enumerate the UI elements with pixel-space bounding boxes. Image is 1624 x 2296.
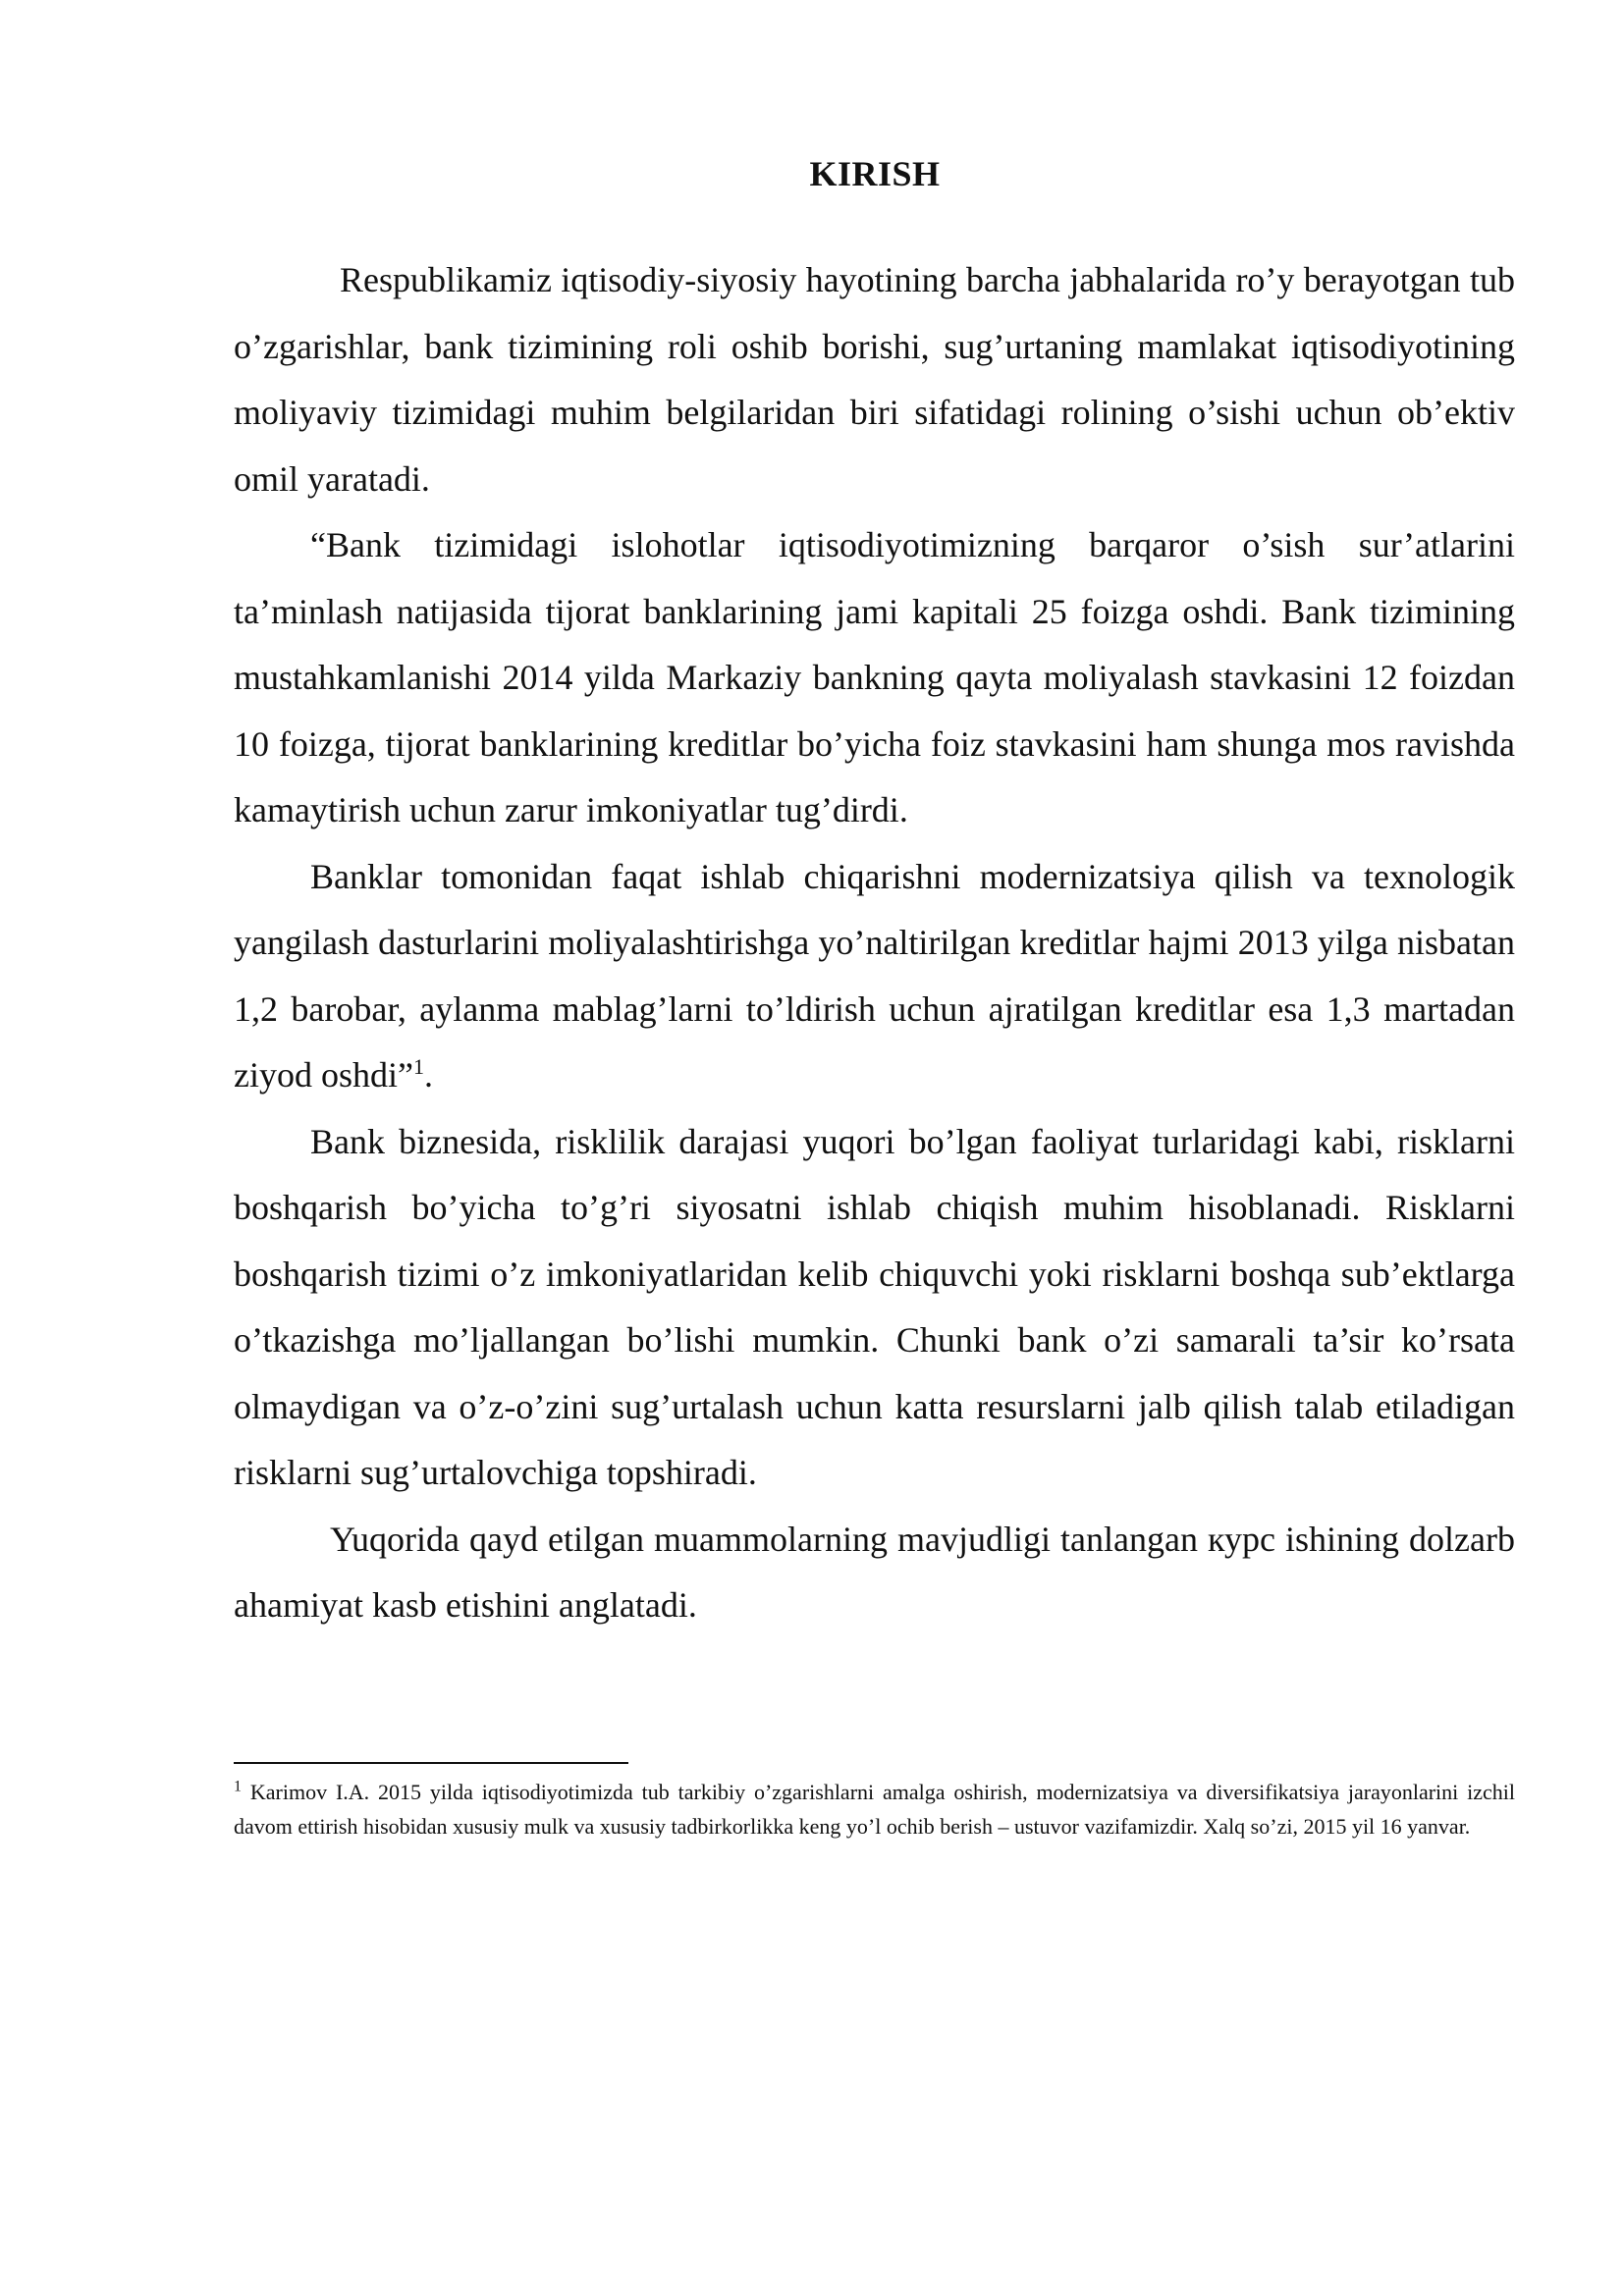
- footnote: [234, 1775, 1515, 1843]
- footnote-text: Karimov I.A. 2015 yilda iqtisodiyotimizda tub tarkibiy o’zgarishlarni amalga oshirish, modernizatsiya va diversifikatsiya jarayonlarini izchil davom ettirish hisobidan xususiy mulk va xususiy tadbirkorlikka keng yo’l ochib berish – ustuvor vazifamizdir. Xalq so’zi, 2015 yil 16 yanvar.: [234, 1780, 1516, 1839]
- page-title: KIRISH: [809, 154, 941, 193]
- paragraph-3: [234, 844, 1515, 1109]
- paragraph-4: Bank biznesida, risklilik darajasi yuqori bo’lgan faoliyat turlaridagi kabi, risklarni boshqarish bo’yicha to’g’ri siyosatni ishlab chiqish muhim hisoblanadi. Risklarni boshqarish tizimi o’z imkoniyatlaridan kelib chiquvchi yoki risklarni boshqa sub’ektlarga o’tkazishga mo’ljallangan bo’lishi mumkin. Chunki bank o’zi samarali ta’sir ko’rsata olmaydigan va o’z-o’zini sug’urtalash uchun katta resurslarni jalb qilish talab etiladigan risklarni sug’urtalovchiga topshiradi.: [234, 1121, 1515, 1492]
- paragraph-1: Respublikamiz iqtisodiy-siyosiy hayotining barcha jabhalarida ro’y berayotgan tub o’zgarishlar, bank tizimining roli oshib borishi, sug’urtaning mamlakat iqtisodiyotining moliyaviy tizimidagi muhim belgilaridan biri sifatidagi rolining o’sishi uchun ob’ektiv omil yaratadi.: [234, 260, 1515, 499]
- paragraph-2: “Bank tizimidagi islohotlar iqtisodiyotimizning barqaror o’sish sur’atlarini ta’minlash natijasida tijorat banklarining jami kapitali 25 foizga oshdi. Bank tizimining mustahkamlanishi 2014 yilda Markaziy bankning qayta moliyalash stavkasini 12 foizdan 10 foizga, tijorat banklarining kreditlar bo’yicha foiz stavkasini ham shunga mos ravishda kamaytirish uchun zarur imkoniyatlar tug’dirdi.: [234, 525, 1515, 829]
- paragraph-5: Yuqorida qayd etilgan muammolarning mavjudligi tanlangan курс ishining dolzarb ahamiyat kasb etishini anglatadi.: [234, 1519, 1515, 1625]
- footnote-separator: [234, 1762, 628, 1764]
- paragraph-3-text: Banklar tomonidan faqat ishlab chiqarishni modernizatsiya qilish va texnologik yangilash dasturlarini moliyalashtirishga yo’naltirilgan kreditlar hajmi 2013 yilga nisbatan 1,2 barobar, aylanma mablag’larni to’ldirish uchun ajratilgan kreditlar esa 1,3 martadan ziyod oshdi”: [234, 856, 1515, 1095]
- paragraph-3-period: .: [423, 1055, 433, 1095]
- footnote-marker: 1: [234, 1778, 242, 1795]
- footnote-reference[interactable]: 1: [412, 1054, 424, 1079]
- body-text: [234, 247, 1515, 1639]
